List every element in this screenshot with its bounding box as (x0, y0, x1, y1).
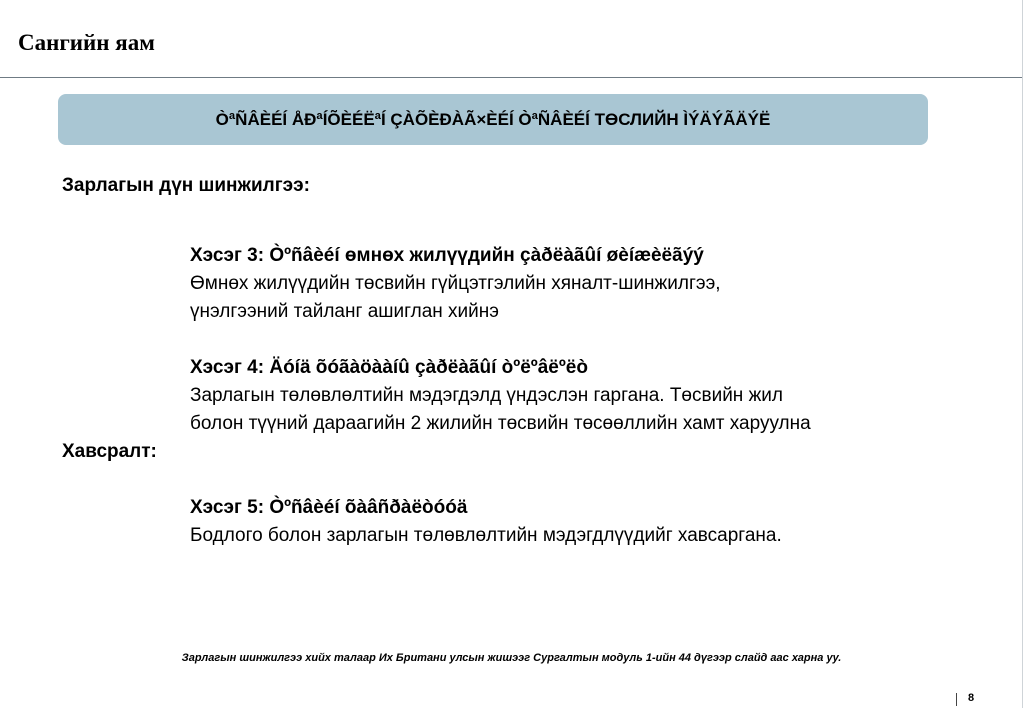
part-label: Хэсэг 3 (190, 245, 258, 266)
section-title: Зарлагын дүн шинжилгээ: (62, 175, 310, 196)
part-heading: Хэсэг 4: Äóíä õóãàöààíû çàðëàãûí òºëºâëºëò (190, 357, 588, 378)
appendix-title: Хавсралт: (62, 441, 157, 462)
part-line: болон түүний дараагийн 2 жилийн төсвийн төсөөллийн хамт харуулна (190, 413, 811, 434)
part-5 (190, 494, 1002, 550)
page-number-separator (956, 693, 957, 706)
slide-content (62, 172, 1002, 550)
footnote: Зарлагын шинжилгээ хийх талаар Их Британи улсын жишээг Сургалтын модуль 1-ийн 44 дүгээр слайд аас харна уу. (181, 652, 842, 664)
part-heading: Хэсэг 5: Òºñâèéí õàâñðàëòóóä (190, 497, 468, 518)
page-title: Сангийн яам (18, 30, 155, 55)
part-title: Òºñâèéí õàâñðàëòóóä (269, 497, 468, 518)
part-4 (190, 354, 1002, 438)
part-label: Хэсэг 5 (190, 497, 258, 518)
title-banner: ÒªÑÂÈÉÍ ÅÐªÍÕÈÉËªÍ ÇÀÕÈÐÀÃ×ÈÉÍ ÒªÑÂÈÉÍ ТӨСЛИЙН ÌÝÄÝÃÄÝË (58, 94, 928, 145)
part-line: үнэлгээний тайланг ашиглан хийнэ (190, 301, 499, 322)
part-line: Зарлагын төлөвлөлтийн мэдэгдэлд үндэслэн гаргана. Төсвийн жил (190, 385, 783, 406)
page-number: 8 (968, 692, 975, 704)
header-divider (0, 77, 1023, 78)
part-title: Äóíä õóãàöààíû çàðëàãûí òºëºâëºëò (269, 357, 588, 378)
part-heading: Хэсэг 3: Òºñâèéí өмнөх жилүүдийн çàðëàãûí øèíæèëãýý (190, 245, 704, 266)
part-title: Òºñâèéí өмнөх жилүүдийн çàðëàãûí øèíæèëãýý (269, 245, 704, 266)
part-label: Хэсэг 4 (190, 357, 258, 378)
part-line: Бодлого болон зарлагын төлөвлөлтийн мэдэгдлүүдийг хавсаргана. (190, 525, 782, 546)
part-line: Өмнөх жилүүдийн төсвийн гүйцэтгэлийн хяналт-шинжилгээ, (190, 273, 721, 294)
part-3 (190, 242, 1002, 326)
